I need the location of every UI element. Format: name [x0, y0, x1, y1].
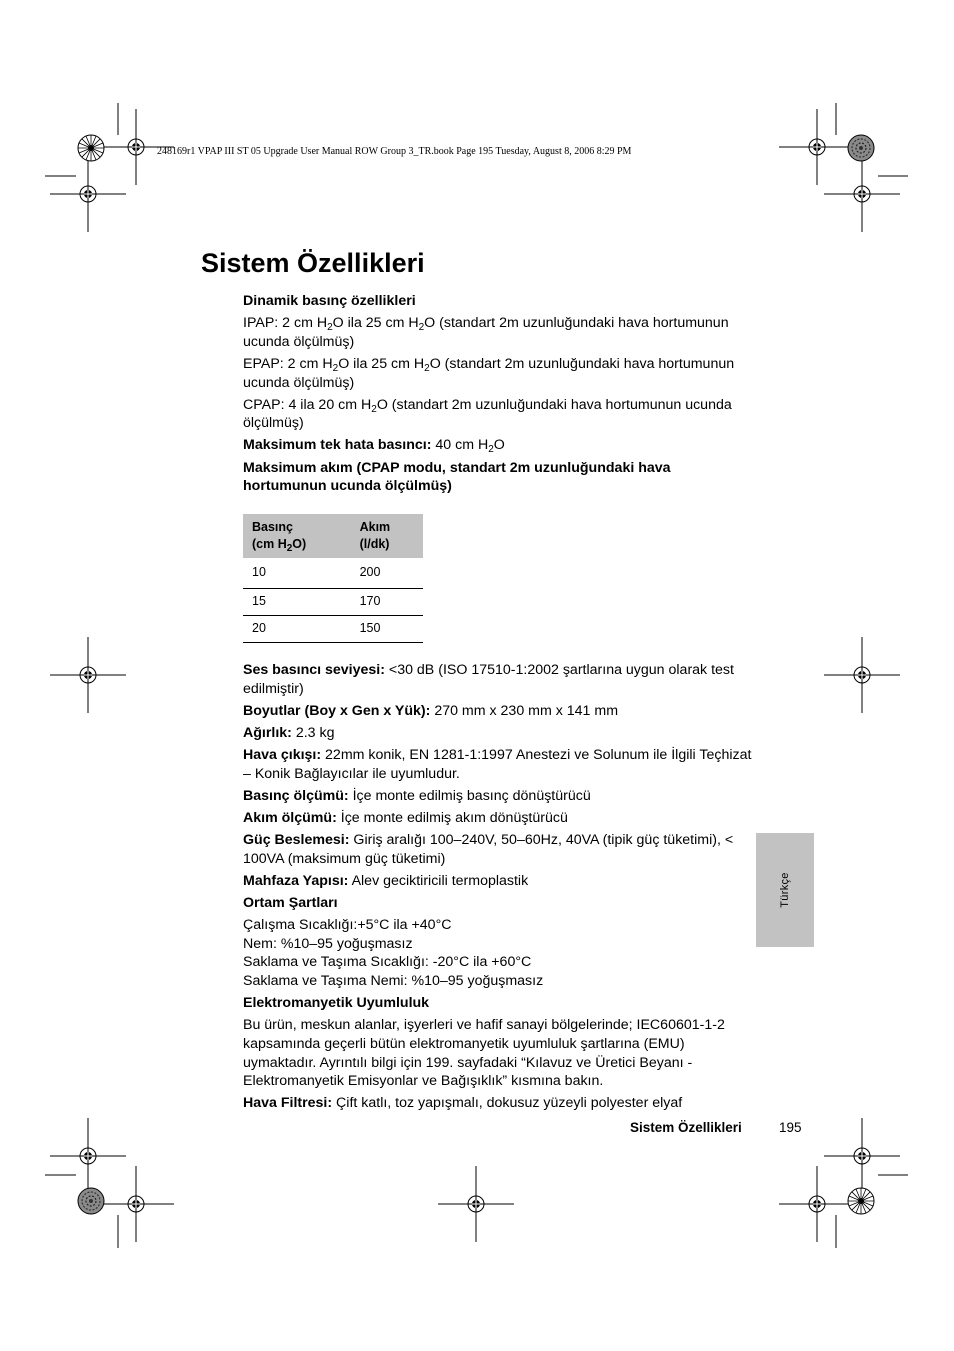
flow-table-header	[243, 514, 423, 558]
footer-section-title: Sistem Özellikleri	[630, 1120, 742, 1135]
noise-level: Ses basıncı seviyesi: <30 dB (ISO 17510-1:2002 şartlarına uygun olarak test edilmiştir)	[243, 661, 734, 697]
pressure-measurement: Basınç ölçümü: İçe monte edilmiş basınç dönüştürücü	[243, 787, 591, 804]
language-tab	[756, 833, 814, 947]
dimensions: Boyutlar (Boy x Gen x Yük): 270 mm x 230 mm x 141 mm	[243, 702, 619, 719]
air-filter: Hava Filtresi: Çift katlı, toz yapışmalı, dokusuz yüzeyli polyester elyaf	[243, 1095, 683, 1112]
cpap-spec: CPAP: 4 ila 20 cm $H_2O$ (standart 2m uzunluğundaki hava hortumunun ucunda ölçülmüş)	[243, 396, 732, 432]
pressure-column-header: Basınç (cm $H_2O$)	[243, 514, 351, 558]
pressure-cell: 10	[243, 558, 351, 589]
ipap-spec: IPAP: 2 cm $H_2O$ ila 25 cm $H_2O$ (standart 2m uzunluğundaki hava hortumunun ucunda ölçülmüş)	[243, 315, 729, 350]
flow-cell: 150	[351, 615, 423, 642]
max-flow-heading: Maksimum akım (CPAP modu, standart 2m uzunluğundaki hava hortumunun ucunda ölçülmüş)	[243, 459, 671, 495]
flow-table	[243, 514, 423, 643]
pressure-cell: 20	[243, 615, 351, 642]
emc-text: Bu ürün, meskun alanlar, işyerleri ve hafif sanayi bölgelerinde; IEC60601-1-2 kapsamında geçerli bütün elektromanyetik uyumluluk şartlarına (EMU) uymaktadır. Ayrıntılı bilgi için 199. sayfadaki “Kılavuz ve Üretici Beyanı - Elektromanyetik Emisyonlar ve Bağışıklık” kısmına bakın.	[243, 1017, 725, 1090]
epap-spec: EPAP: 2 cm $H_2O$ ila 25 cm $H_2O$ (standart 2m uzunluğundaki hava hortumunun ucunda ölçülmüş)	[243, 355, 735, 391]
spec-content	[243, 292, 758, 1117]
emc-heading: Elektromanyetik Uyumluluk	[243, 995, 430, 1012]
environment-heading: Ortam Şartları	[243, 894, 338, 911]
pressure-cell: 15	[243, 588, 351, 615]
power-supply: Güç Beslemesi: Giriş aralığı 100–240V, 50–60Hz, 40VA (tipik güç tüketimi), < 100VA (maksimum güç tüketimi)	[243, 831, 734, 867]
flow-cell: 200	[351, 558, 423, 589]
flow-measurement: Akım ölçümü: İçe monte edilmiş akım dönüştürücü	[243, 809, 568, 826]
print-header: 248169r1 VPAP III ST 05 Upgrade User Manual ROW Group 3_TR.book Page 195 Tuesday, August 8, 2006 8:29 PM	[157, 146, 632, 157]
environment-conditions	[243, 916, 758, 991]
env-line: Saklama ve Taşıma Nemi: %10–95 yoğuşmasız	[243, 973, 544, 990]
housing: Mahfaza Yapısı: Alev geciktiricili termoplastik	[243, 872, 529, 889]
language-tab-label: Türkçe	[779, 872, 791, 908]
weight: Ağırlık: 2.3 kg	[243, 724, 335, 741]
env-line: Çalışma Sıcaklığı:+5°C ila +40°C	[243, 916, 452, 933]
table-row	[243, 615, 423, 642]
flow-column-header: Akım (l/dk)	[351, 514, 423, 558]
page-title: Sistem Özellikleri	[201, 248, 425, 278]
flow-cell: 170	[351, 588, 423, 615]
dynamic-pressure-heading: Dinamik basınç özellikleri	[243, 293, 416, 309]
env-line: Nem: %10–95 yoğuşmasız	[243, 935, 413, 952]
table-row	[243, 588, 423, 615]
table-row	[243, 558, 423, 589]
page-number: 195	[779, 1120, 802, 1135]
air-outlet: Hava çıkışı: 22mm konik, EN 1281-1:1997 Anestezi ve Solunum ile İlgili Teçhizat – Konik Bağlayıcılar ile uyumludur.	[243, 746, 752, 782]
env-line: Saklama ve Taşıma Sıcaklığı: -20°C ila +60°C	[243, 954, 532, 971]
max-fault-pressure: Maksimum tek hata basıncı: 40 cm $H_2O$	[243, 437, 505, 456]
